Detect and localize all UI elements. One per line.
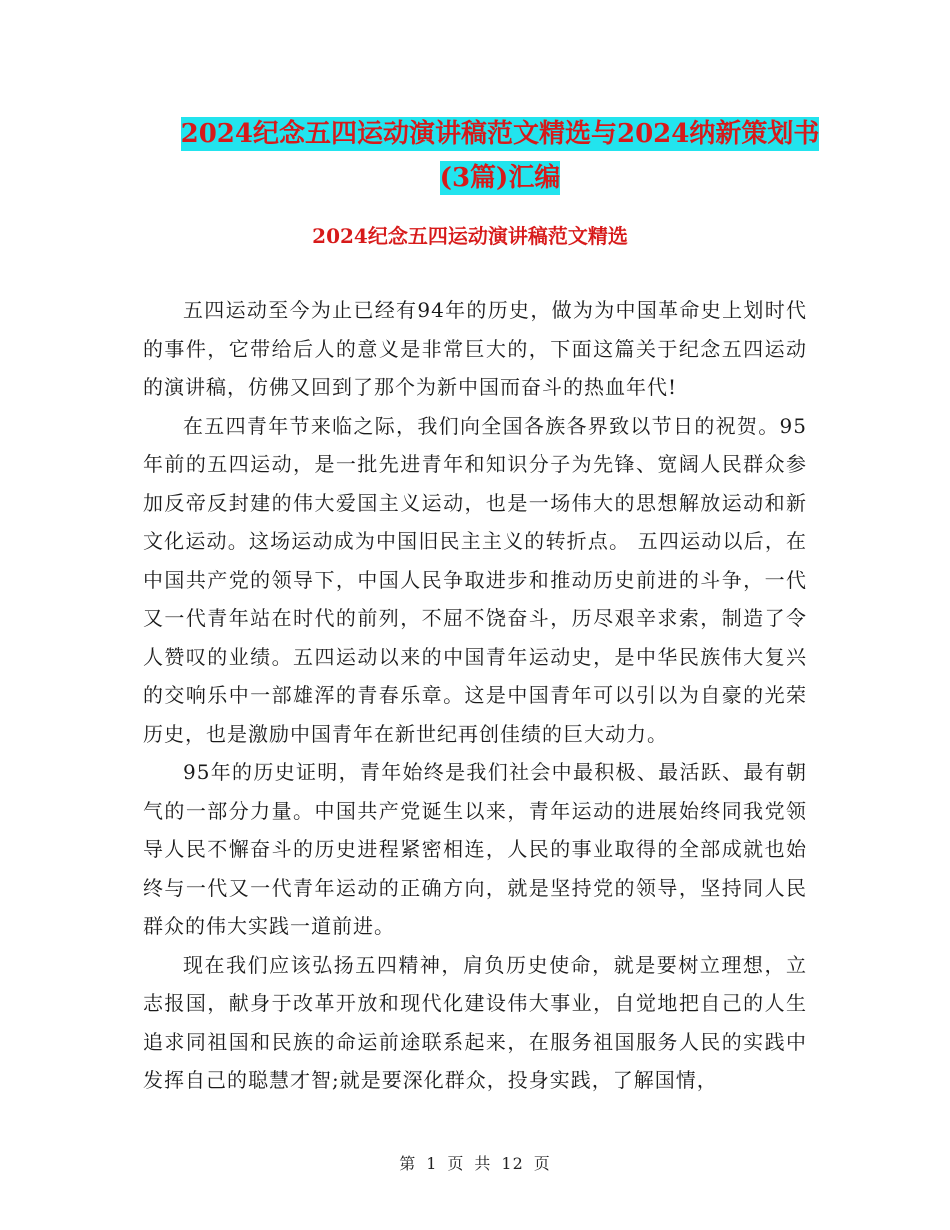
paragraph-2: 在五四青年节来临之际，我们向全国各族各界致以节日的祝贺。95年前的五四运动，是一批先进青年和知识分子为先锋、宽阔人民群众参加反帝反封建的伟大爱国主义运动，也是一场伟大的思想解放运动和新文化运动。这场运动成为中国旧民主主义的转折点。 五四运动以后，在中国共产党的领导下，中国人民争取进步和推动历史前进的斗争，一代又一代青年站在时代的前列，不屈不饶奋斗，历尽艰辛求索，制造了令人赞叹的业绩。五四运动以来的中国青年运动史，是中华民族伟大复兴的交响乐中一部雄浑的青春乐章。这是中国青年可以引以为自豪的光荣历史，也是激励中国青年在新世纪再创佳绩的巨大动力。 (143, 413, 807, 746)
paragraph-3: 95年的历史证明，青年始终是我们社会中最积极、最活跃、最有朝气的一部分力量。中国共产党诞生以来，青年运动的进展始终同我党领导人民不懈奋斗的历史进程紧密相连，人民的事业取得的全部成就也始终与一代又一代青年运动的正确方向，就是坚持党的领导，坚持同人民群众的伟大实践一道前进。 (143, 760, 807, 938)
body-text (143, 291, 807, 1100)
footer-current-page: 1 (426, 1154, 438, 1173)
document-title (140, 112, 860, 200)
document-title-line2: (3篇)汇编 (439, 163, 561, 193)
section-title: 2024纪念五四运动演讲稿范文精选 (312, 224, 628, 248)
footer-total-prefix: 共 (474, 1154, 492, 1173)
paragraph-4: 现在我们应该弘扬五四精神，肩负历史使命，就是要树立理想，立志报国，献身于改革开放和现代化建设伟大事业，自觉地把自己的人生追求同祖国和民族的命运前途联系起来，在服务祖国服务人民的实践中发挥自己的聪慧才智;就是要深化群众，投身实践，了解国情， (143, 952, 807, 1092)
document-title-line1: 2024纪念五四运动演讲稿范文精选与2024纳新策划书 (180, 119, 820, 149)
paragraph-1: 五四运动至今为止已经有94年的历史，做为为中国革命史上划时代的事件，它带给后人的意义是非常巨大的，下面这篇关于纪念五四运动的演讲稿，仿佛又回到了那个为新中国而奋斗的热血年代! (143, 298, 807, 399)
footer-total-pages: 12 (501, 1154, 524, 1173)
footer-prefix: 第 (399, 1154, 417, 1173)
page-footer (0, 1154, 950, 1174)
footer-suffix: 页 (533, 1154, 551, 1173)
footer-page-word: 页 (447, 1154, 465, 1173)
